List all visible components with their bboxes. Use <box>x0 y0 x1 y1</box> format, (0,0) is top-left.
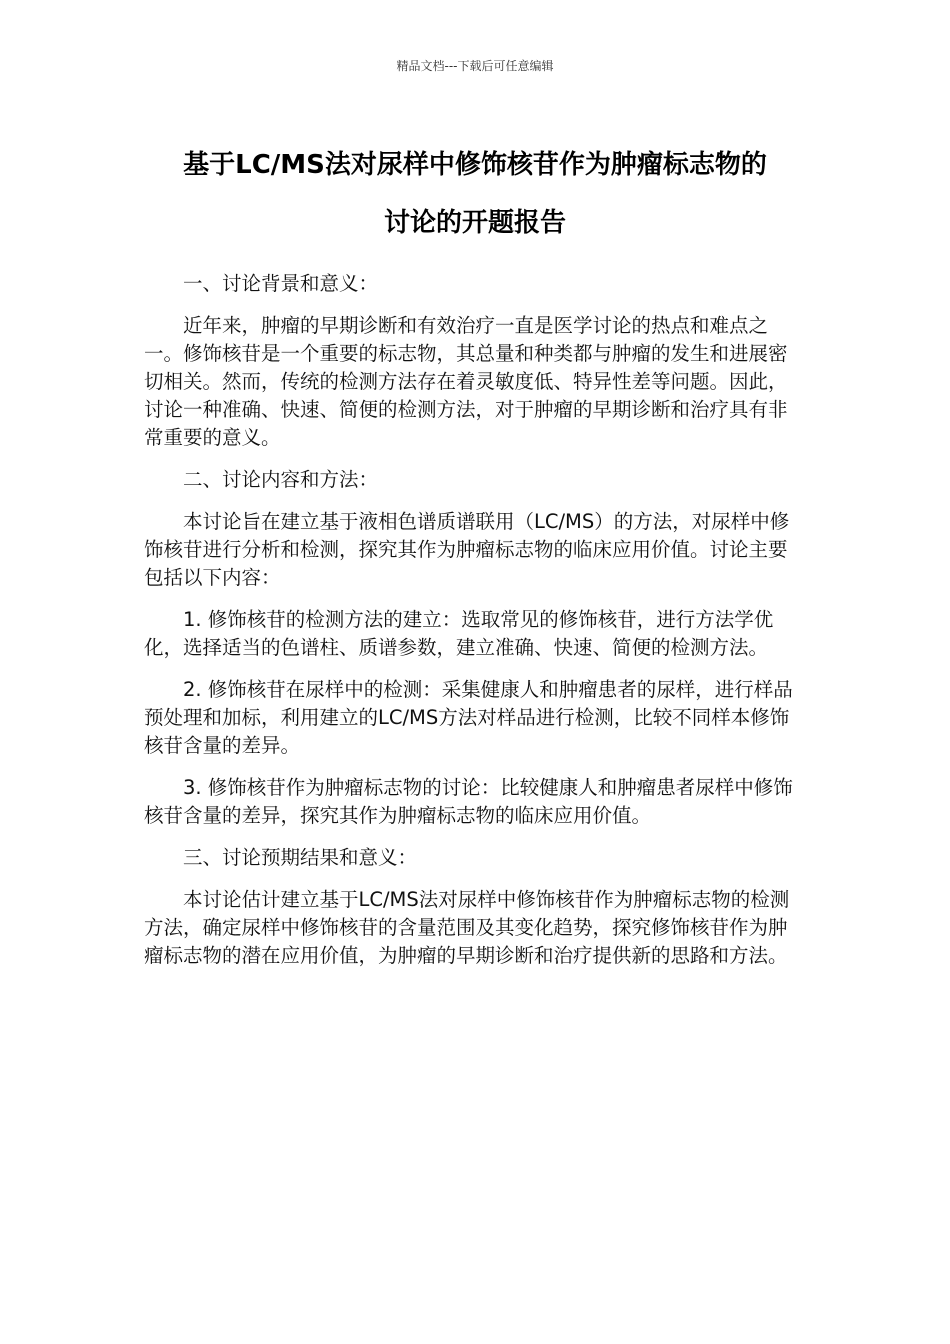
header-note: 精品文档---下载后可任意编辑 <box>396 59 554 73</box>
document-body <box>144 270 804 984</box>
section-heading-expected-results: 三、讨论预期结果和意义： <box>183 846 418 869</box>
list-item-method-3: 3. 修饰核苷作为肿瘤标志物的讨论：比较健康人和肿瘤患者尿样中修饰核苷含量的差异，探究其作为肿瘤标志物的临床应用价值。 <box>144 776 793 827</box>
title-line-2: 讨论的开题报告 <box>383 208 566 238</box>
list-item-method-2: 2. 修饰核苷在尿样中的检测：采集健康人和肿瘤患者的尿样，进行样品预处理和加标，利用建立的LC/MS方法对样品进行检测，比较不同样本修饰核苷含量的差异。 <box>144 678 793 757</box>
document-title <box>130 136 820 252</box>
section-heading-background: 一、讨论背景和意义： <box>183 272 379 295</box>
title-line-1: 基于LC/MS法对尿样中修饰核苷作为肿瘤标志物的 <box>183 150 767 180</box>
section-heading-content-methods: 二、讨论内容和方法： <box>183 468 379 491</box>
paragraph-content-intro: 本讨论旨在建立基于液相色谱质谱联用（LC/MS）的方法，对尿样中修饰核苷进行分析和检测，探究其作为肿瘤标志物的临床应用价值。讨论主要包括以下内容： <box>144 510 790 589</box>
list-item-method-1: 1. 修饰核苷的检测方法的建立：选取常见的修饰核苷，进行方法学优化，选择适当的色谱柱、质谱参数，建立准确、快速、简便的检测方法。 <box>144 608 774 659</box>
paragraph-background: 近年来，肿瘤的早期诊断和有效治疗一直是医学讨论的热点和难点之一。修饰核苷是一个重要的标志物，其总量和种类都与肿瘤的发生和进展密切相关。然而，传统的检测方法存在着灵敏度低、特异性差等问题。因此，讨论一种准确、快速、简便的检测方法，对于肿瘤的早期诊断和治疗具有非常重要的意义。 <box>144 314 788 449</box>
paragraph-expected-results: 本讨论估计建立基于LC/MS法对尿样中修饰核苷作为肿瘤标志物的检测方法，确定尿样中修饰核苷的含量范围及其变化趋势，探究修饰核苷作为肿瘤标志物的潜在应用价值，为肿瘤的早期诊断和治疗提供新的思路和方法。 <box>144 888 790 967</box>
